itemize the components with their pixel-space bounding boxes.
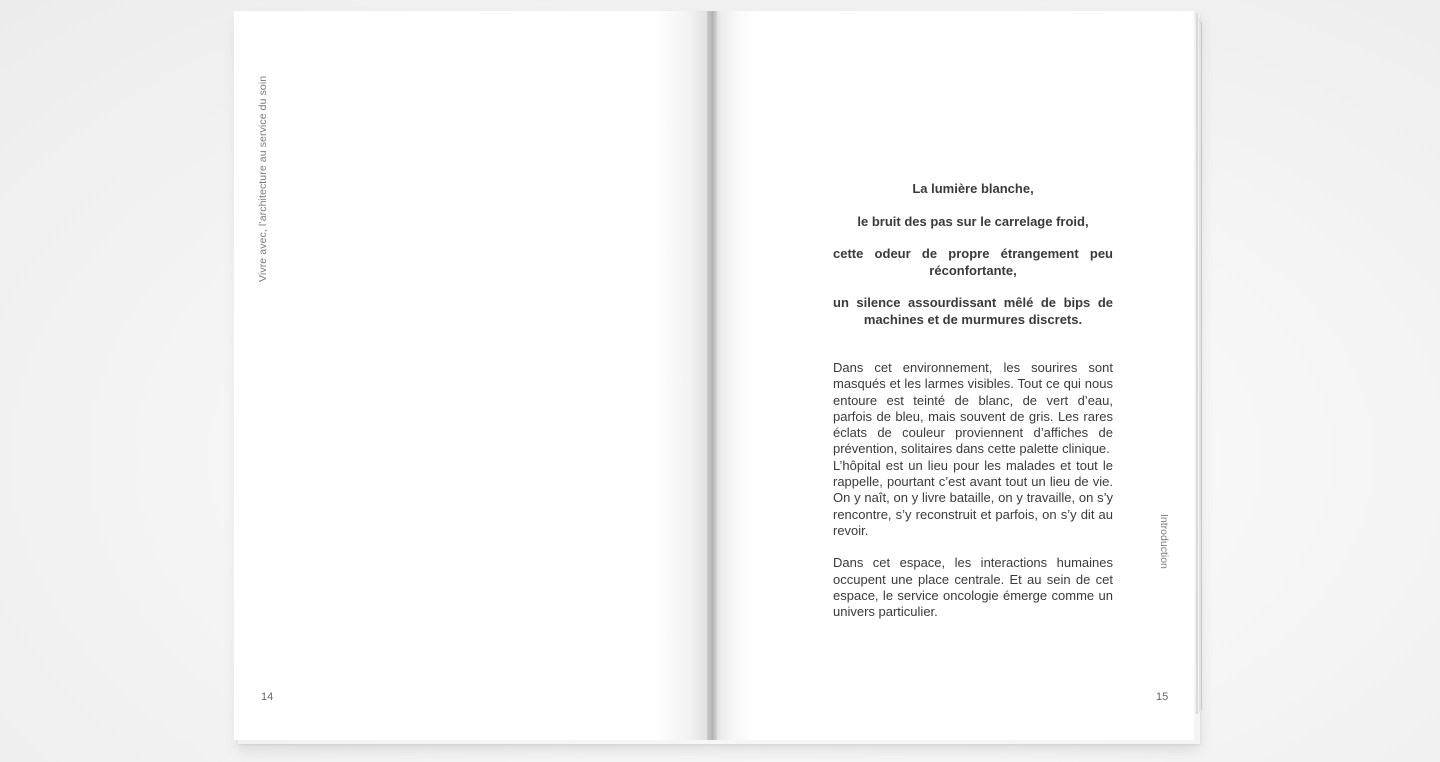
running-head-left: Vivre avec, l’architecture au service du soin	[257, 75, 269, 282]
left-page	[234, 11, 712, 740]
poem-line: le bruit des pas sur le carrelage froid,	[857, 213, 1089, 229]
paragraph: Dans cet espace, les interactions humaines occupent une place centrale. Et au sein de cet espace, le service oncologie émerge comme un univers particulier.	[833, 555, 1113, 620]
paragraph: Dans cet environnement, les sourires sont masqués et les larmes visibles. Tout ce qui nous entoure est teinté de blanc, de vert d’eau, parfois de bleu, mais souvent de gris. Les rares éclats de couleur proviennent d’affiches de prévention, solitaires dans cette palette clinique.	[833, 360, 1113, 457]
body-text	[833, 360, 1113, 620]
poem-block	[833, 181, 1113, 344]
page-edge	[1201, 22, 1202, 710]
poem-line: un silence assourdissant mêlé de bips de machines et de murmures discrets.	[833, 295, 1113, 327]
paragraph: L’hôpital est un lieu pour les malades et tout le rappelle, pourtant c’est avant tout un lieu de vie. On y naît, on y livre bataille, on y travaille, on s’y rencontre, s’y reconstruit et parfois, on s’y dit au revoir.	[833, 457, 1113, 538]
running-head-right: Introduction	[1158, 514, 1170, 569]
book-gutter	[707, 11, 717, 740]
page-number-left: 14	[261, 691, 274, 703]
poem-line: La lumière blanche,	[912, 181, 1034, 196]
page-number-right: 15	[1156, 691, 1169, 703]
poem-line: cette odeur de propre étrangement peu réconfortante,	[833, 246, 1113, 278]
page-edge	[1196, 14, 1198, 714]
